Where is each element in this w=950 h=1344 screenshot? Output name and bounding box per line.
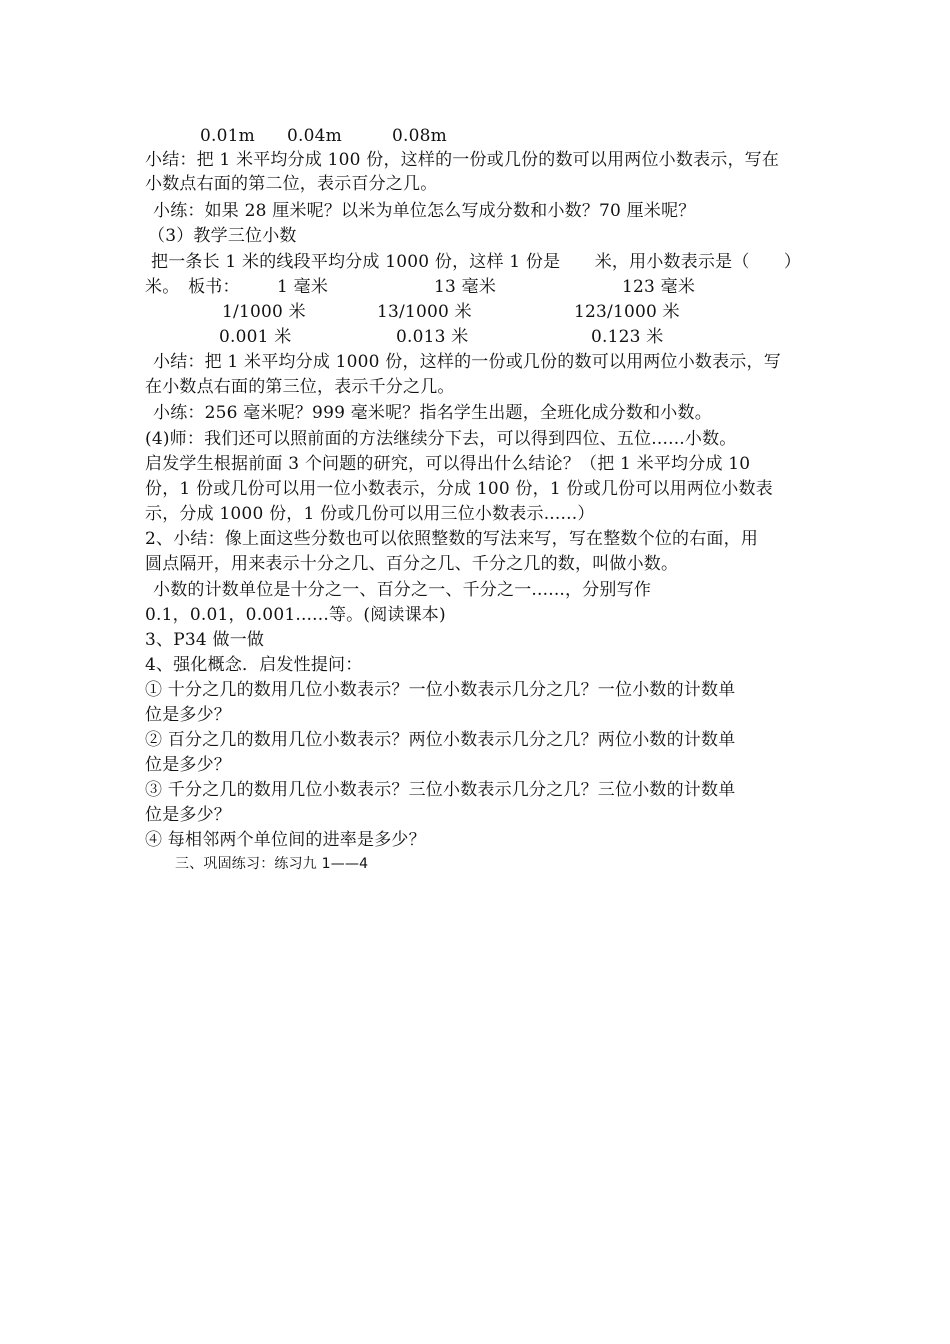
fraction-13-1000: 13/1000 米: [377, 302, 472, 322]
board-1mm: 1 毫米: [277, 277, 329, 297]
summary-two-line-1: 2、小结：像上面这些分数也可以依照整数的写法来写，写在整数个位的右面，用: [145, 529, 759, 549]
exercise-p34: 3、P34 做一做: [145, 630, 265, 650]
practice-section-heading: 三、巩固练习：练习九 1——4: [175, 856, 369, 872]
value-008m: 0.08m: [392, 126, 447, 146]
board-13mm: 13 毫米: [434, 277, 497, 297]
question-2-line-2: 位是多少？: [145, 755, 231, 775]
question-2-line-1: ② 百分之几的数用几位小数表示？两位小数表示几分之几？两位小数的计数单: [145, 730, 736, 750]
practice-line: 小练：如果 28 厘米呢？以米为单位怎么写成分数和小数？70 厘米呢？: [153, 201, 696, 221]
question-4-line: ④ 每相邻两个单位间的进率是多少？: [145, 830, 426, 850]
counting-unit-line: 小数的计数单位是十分之一、百分之一、千分之一......，分别写作: [153, 580, 652, 600]
question-3-line-2: 位是多少？: [145, 805, 231, 825]
summary-line-1: 小结：把 1 米平均分成 100 份，这样的一份或几份的数可以用两位小数表示，写在: [145, 150, 780, 170]
conclusion-line-3: 示，分成 1000 份，1 份或几份可以用三位小数表示......）: [145, 504, 595, 524]
fraction-1-1000: 1/1000 米: [222, 302, 306, 322]
question-1-line-2: 位是多少？: [145, 705, 231, 725]
summary-two-line-2: 圆点隔开，用来表示十分之几、百分之几、千分之几的数，叫做小数。: [145, 554, 679, 574]
value-004m: 0.04m: [287, 126, 342, 146]
practice-three-line: 小练：256 毫米呢？999 毫米呢？指名学生出题，全班化成分数和小数。: [153, 403, 712, 423]
conclusion-line-1: 启发学生根据前面 3 个问题的研究，可以得出什么结论？（把 1 米平均分成 10: [145, 454, 751, 474]
conclusion-line-2: 份，1 份或几份可以用一位小数表示，分成 100 份，1 份或几份可以用两位小数表: [145, 479, 773, 499]
teacher-line: (4)师：我们还可以照前面的方法继续分下去，可以得到四位、五位......小数。: [145, 429, 737, 449]
value-001m: 0.01m: [200, 126, 255, 146]
counting-unit-values: 0.1，0.01，0.001......等。(阅读课本): [145, 605, 446, 625]
decimal-0013: 0.013 米: [396, 327, 469, 347]
decimal-0123: 0.123 米: [591, 327, 664, 347]
summary-three-line-1: 小结：把 1 米平均分成 1000 份，这样的一份或几份的数可以用两位小数表示，写: [153, 352, 781, 372]
summary-three-line-2: 在小数点右面的第三位，表示千分之几。: [145, 377, 455, 397]
decimal-0001: 0.001 米: [219, 327, 292, 347]
question-1-line-1: ① 十分之几的数用几位小数表示？一位小数表示几分之几？一位小数的计数单: [145, 680, 736, 700]
section-three-heading: （3）教学三位小数: [148, 226, 297, 246]
reinforce-heading: 4、强化概念．启发性提问：: [145, 655, 363, 675]
question-line: 把一条长 1 米的线段平均分成 1000 份，这样 1 份是 米，用小数表示是（ ）: [151, 252, 802, 272]
fraction-123-1000: 123/1000 米: [574, 302, 680, 322]
board-label: 米。 板书：: [145, 277, 240, 297]
question-3-line-1: ③ 千分之几的数用几位小数表示？三位小数表示几分之几？三位小数的计数单: [145, 780, 736, 800]
summary-line-2: 小数点右面的第二位，表示百分之几。: [145, 174, 438, 194]
board-123mm: 123 毫米: [622, 277, 696, 297]
